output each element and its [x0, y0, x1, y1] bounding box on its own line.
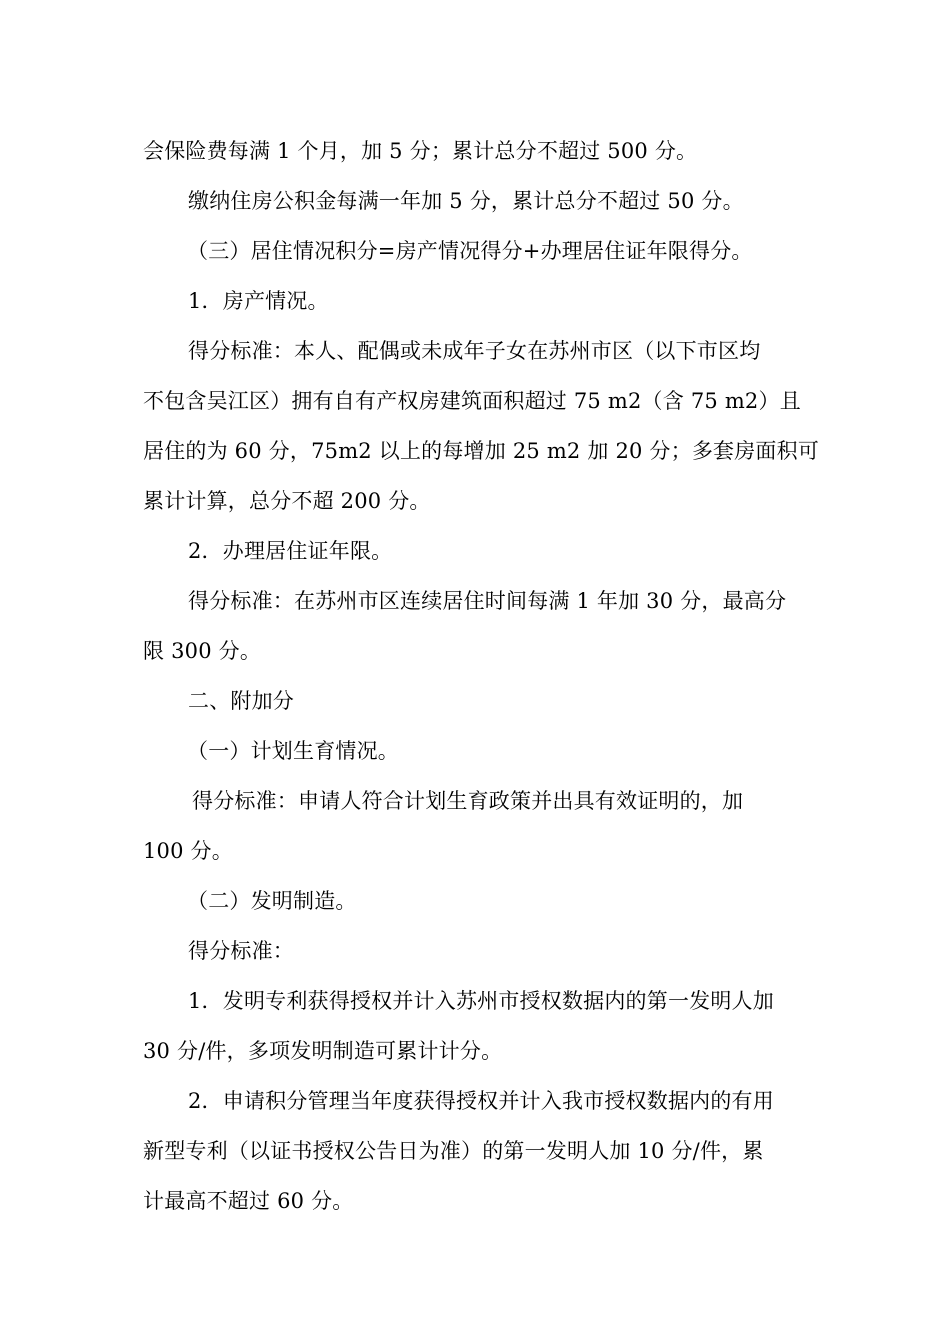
text-line: 30 分/件，多项发明制造可累计计分。: [143, 1039, 503, 1063]
text-line: 得分标准：本人、配偶或未成年子女在苏州市区（以下市区均: [188, 339, 761, 363]
text-line: 不包含吴江区）拥有自有产权房建筑面积超过 75 m2（含 75 m2）且: [143, 389, 801, 413]
section-heading: （三）居住情况积分=房产情况得分+办理居住证年限得分。: [187, 239, 753, 263]
subsection-heading: 1．房产情况。: [188, 289, 329, 313]
text-line: 100 分。: [143, 839, 233, 863]
section-heading: （一）计划生育情况。: [187, 739, 399, 763]
section-heading: 二、附加分: [188, 689, 294, 713]
section-heading: （二）发明制造。: [187, 889, 357, 913]
text-line: 2．申请积分管理当年度获得授权并计入我市授权数据内的有用: [188, 1089, 774, 1113]
subsection-heading: 2．办理居住证年限。: [188, 539, 393, 563]
text-line: 得分标准：: [188, 939, 294, 963]
text-line: 得分标准：申请人符合计划生育政策并出具有效证明的，加: [192, 789, 744, 813]
text-line: 新型专利（以证书授权公告日为准）的第一发明人加 10 分/件，累: [143, 1139, 764, 1163]
text-line: 计最高不超过 60 分。: [143, 1189, 354, 1213]
text-line: 限 300 分。: [143, 639, 262, 663]
text-line: 1．发明专利获得授权并计入苏州市授权数据内的第一发明人加: [188, 989, 774, 1013]
text-line: 居住的为 60 分，75m2 以上的每增加 25 m2 加 20 分；多套房面积可: [143, 439, 820, 463]
text-line: 缴纳住房公积金每满一年加 5 分，累计总分不超过 50 分。: [188, 189, 744, 213]
text-line: 会保险费每满 1 个月，加 5 分；累计总分不超过 500 分。: [143, 139, 698, 163]
text-line: 累计计算，总分不超 200 分。: [143, 489, 431, 513]
text-line: 得分标准：在苏州市区连续居住时间每满 1 年加 30 分，最高分: [188, 589, 787, 613]
